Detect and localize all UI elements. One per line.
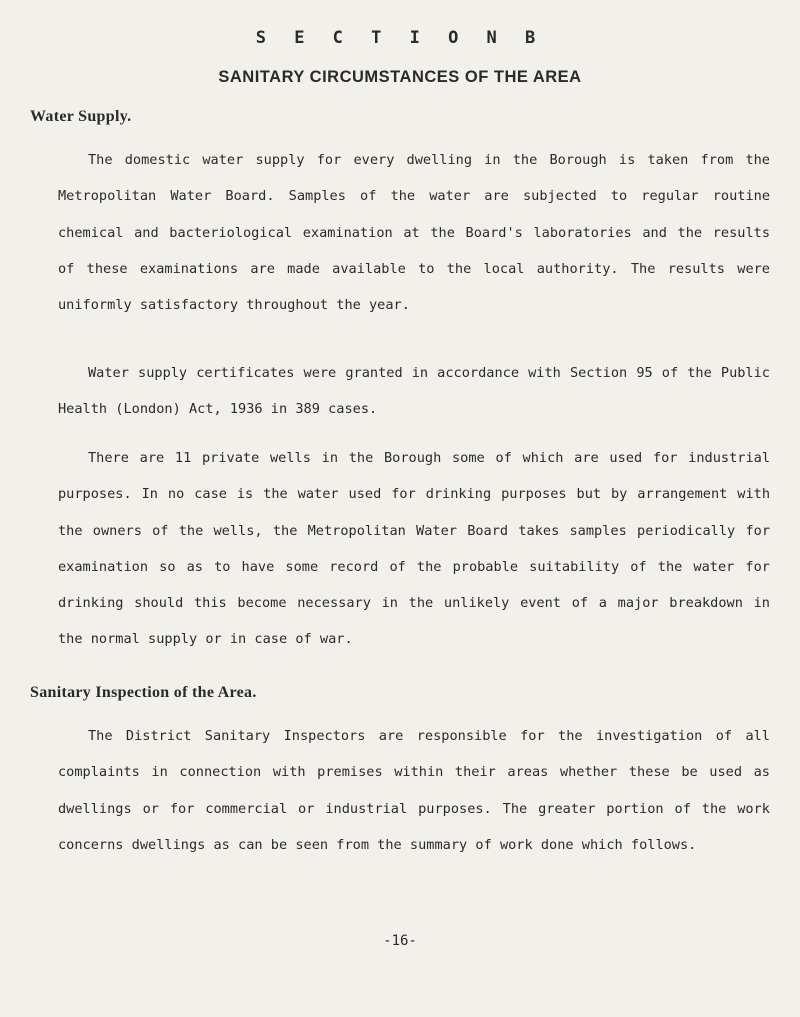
sanitary-inspection-paragraph-1: The District Sanitary Inspectors are responsible for the investigation of all complaints in connection with premises within their areas whether these be used as dwellings or for commercial or industrial purposes. The greater portion of the work concerns dwellings as can be seen from the summary of work done which follows.: [58, 728, 770, 853]
section-label: S E C T I O N B: [255, 28, 545, 48]
page-number: -16-: [383, 933, 417, 949]
water-supply-heading: Water Supply.: [30, 108, 132, 125]
sanitary-inspection-heading: Sanitary Inspection of the Area.: [30, 684, 257, 701]
water-supply-paragraph-1: The domestic water supply for every dwelling in the Borough is taken from the Metropolitan Water Board. Samples of the water are subjected to regular routine chemical and bacteriological examination at the Board's laboratories and the results of these examinations are made available to the local authority. The results were uniformly satisfactory throughout the year.: [58, 152, 770, 314]
page-title: SANITARY CIRCUMSTANCES OF THE AREA: [218, 68, 582, 86]
water-supply-paragraph-2: Water supply certificates were granted in accordance with Section 95 of the Public Health (London) Act, 1936 in 389 cases.: [58, 365, 770, 418]
water-supply-paragraph-3: There are 11 private wells in the Borough some of which are used for industrial purposes. In no case is the water used for drinking purposes but by arrangement with the owners of the wells, the Metropolitan Water Board takes samples periodically for examination so as to have some record of the probable suitability of the water for drinking should this become necessary in the unlikely event of a major breakdown in the normal supply or in case of war.: [58, 450, 770, 648]
